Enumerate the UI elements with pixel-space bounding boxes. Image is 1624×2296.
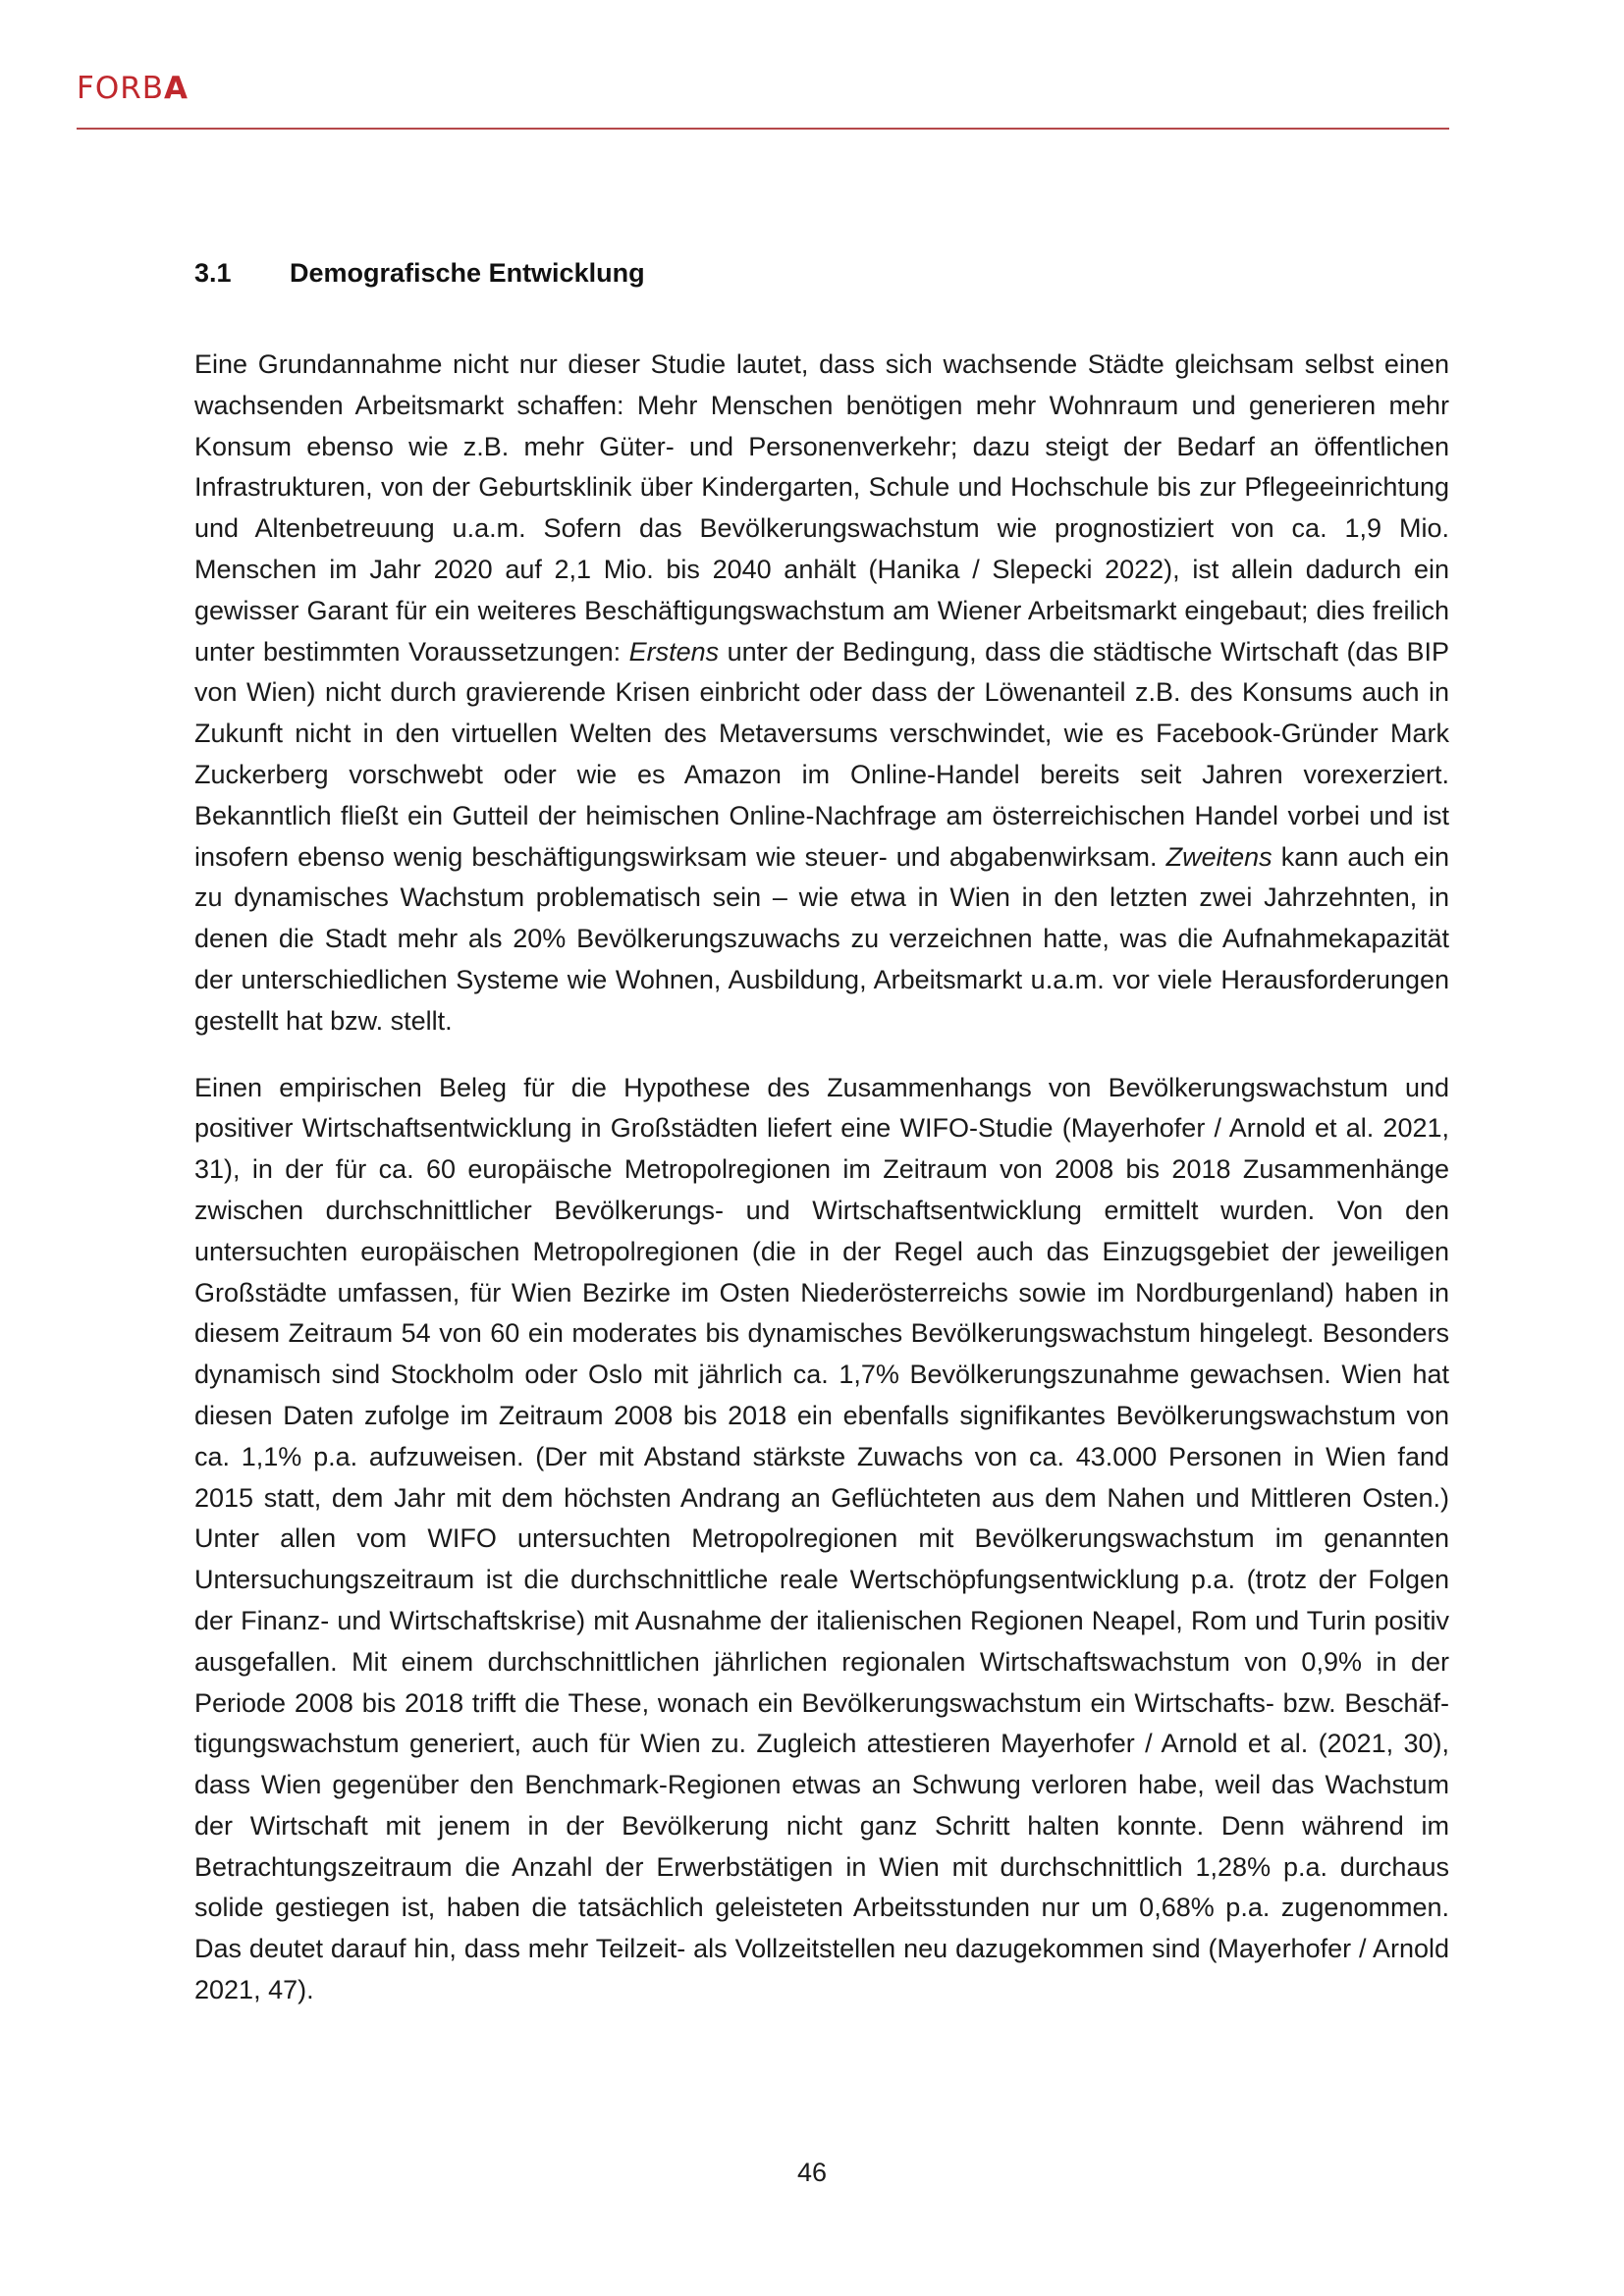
section-title: Demografische Entwicklung [290, 258, 645, 288]
paragraph-text: unter der Bedingung, dass die städtische Wirtschaft (das BIP von Wien) nicht durch gravierende Krisen einbricht oder dass der Löwenanteil z.B. des Konsums auch in Zukunft nicht in den virtuellen Welten des Metaversums verschwindet, wie es Facebook-Gründer Mark Zuckerberg vorschwebt oder wie es Amazon im Online-Handel bereits seit Jahren vorexerziert. Bekanntlich fließt ein Gutteil der heimischen Online-Nachfrage am österreichischen Handel vorbei und ist insofern ebenso wenig beschäftigungswirksam wie steuer- und abgabenwirksam. [194, 636, 1449, 872]
emphasis-text: Zweitens [1165, 841, 1272, 872]
forba-logo [77, 71, 189, 106]
paragraph [194, 1068, 1449, 2011]
paragraph-text: kann auch ein zu dynamisches Wachstum problematisch sein – wie etwa in Wien in den letzten zwei Jahrzehnten, in denen die Stadt mehr als 20% Bevölkerungszuwachs zu verzeichnen hatte, was die Aufnahmekapazität der unterschiedlichen Systeme wie Wohnen, Ausbildung, Arbeitsmarkt u.a.m. vor viele Herausforderungen gestellt hat bzw. stellt. [194, 841, 1449, 1036]
header-divider [77, 128, 1449, 130]
paragraph-text: Eine Grundannahme nicht nur dieser Studie lautet, dass sich wachsende Städte gleichsam selbst einen wachsenden Arbeitsmarkt schaffen: Mehr Menschen benötigen mehr Wohnraum und generieren mehr Konsum ebenso wie z.B. mehr Güter- und Personenverkehr; dazu steigt der Bedarf an öffentlichen Infrastrukturen, von der Geburtsklinik über Kindergarten, Schule und Hochschule bis zur Pflegeeinrichtung und Altenbetreuung u.a.m. Sofern das Bevölkerungswachstum wie prognostiziert von ca. 1,9 Mio. Menschen im Jahr 2020 auf 2,1 Mio. bis 2040 anhält (Hanika / Slepecki 2022), ist allein dadurch ein gewisser Garant für ein weiteres Beschäftigungswachstum am Wiener Arbeitsmarkt eingebaut; dies freilich unter bestimmten Voraussetzungen: [194, 349, 1449, 667]
body-text [194, 345, 1449, 2037]
logo-text-bold: A [164, 71, 189, 106]
section-number: 3.1 [194, 258, 232, 288]
page-number: 46 [796, 2158, 828, 2187]
logo-text-light: FORB [77, 71, 165, 106]
section-heading [194, 258, 645, 289]
paragraph-text: Einen empirischen Beleg für die Hypothese des Zusammenhangs von Bevölkerungswachstum und positiver Wirtschaftsentwicklung in Großstädten liefert eine WIFO-Studie (Mayerhofer / Arnold et al. 2021, 31), in der für ca. 60 europäische Metropolregionen im Zeitraum von 2008 bis 2018 Zusammenhänge zwischen durchschnittlicher Bevölkerungs- und Wirtschaftsentwicklung ermittelt wurden. Von den untersuchten europäischen Metropolregionen (die in der Regel auch das Einzugsgebiet der jeweiligen Großstädte umfassen, für Wien Bezirke im Osten Niederösterreichs sowie im Nordburgenland) haben in diesem Zeitraum 54 von 60 ein moderates bis dynamisches Bevölkerungswachstum hingelegt. Besonders dynamisch sind Stockholm oder Oslo mit jährlich ca. 1,7% Bevölkerungszunahme gewachsen. Wien hat diesen Daten zufolge im Zeitraum 2008 bis 2018 ein ebenfalls signifikantes Bevölkerungswachstum von ca. 1,1% p.a. aufzuweisen. (Der mit Abstand stärkste Zuwachs von ca. 43.000 Personen in Wien fand 2015 statt, dem Jahr mit dem höchsten Andrang an Geflüchteten aus dem Nahen und Mittleren Osten.) Unter allen vom WIFO untersuchten Metropolregionen mit Bevölkerungswachstum im genannten Untersuchungszeitraum ist die durchschnittliche reale Wertschöpfungsentwicklung p.a. (trotz der Folgen der Finanz- und Wirtschaftskrise) mit Ausnahme der italienischen Regionen Neapel, Rom und Turin positiv ausgefallen. Mit einem durchschnittlichen jährlichen regionalen Wirtschaftswachstum von 0,9% in der Periode 2008 bis 2018 trifft die These, wonach ein Bevölkerungswachstum ein Wirtschafts- bzw. Beschäftigungswachstum generiert, auch für Wien zu. Zugleich attestieren Mayerhofer / Arnold et al. (2021, 30), dass Wien gegenüber den Benchmark-Regionen etwas an Schwung verloren habe, weil das Wachstum der Wirtschaft mit jenem in der Bevölkerung nicht ganz Schritt halten konnte. Denn während im Betrachtungszeitraum die Anzahl der Erwerbstätigen in Wien mit durchschnittlich 1,28% p.a. durchaus solide gestiegen ist, haben die tatsächlich geleisteten Arbeitsstunden nur um 0,68% p.a. zugenommen. Das deutet darauf hin, dass mehr Teilzeit- als Vollzeitstellen neu dazugekommen sind (Mayerhofer / Arnold 2021, 47). [194, 1072, 1449, 2005]
emphasis-text: Erstens [628, 636, 720, 667]
paragraph [194, 345, 1449, 1042]
